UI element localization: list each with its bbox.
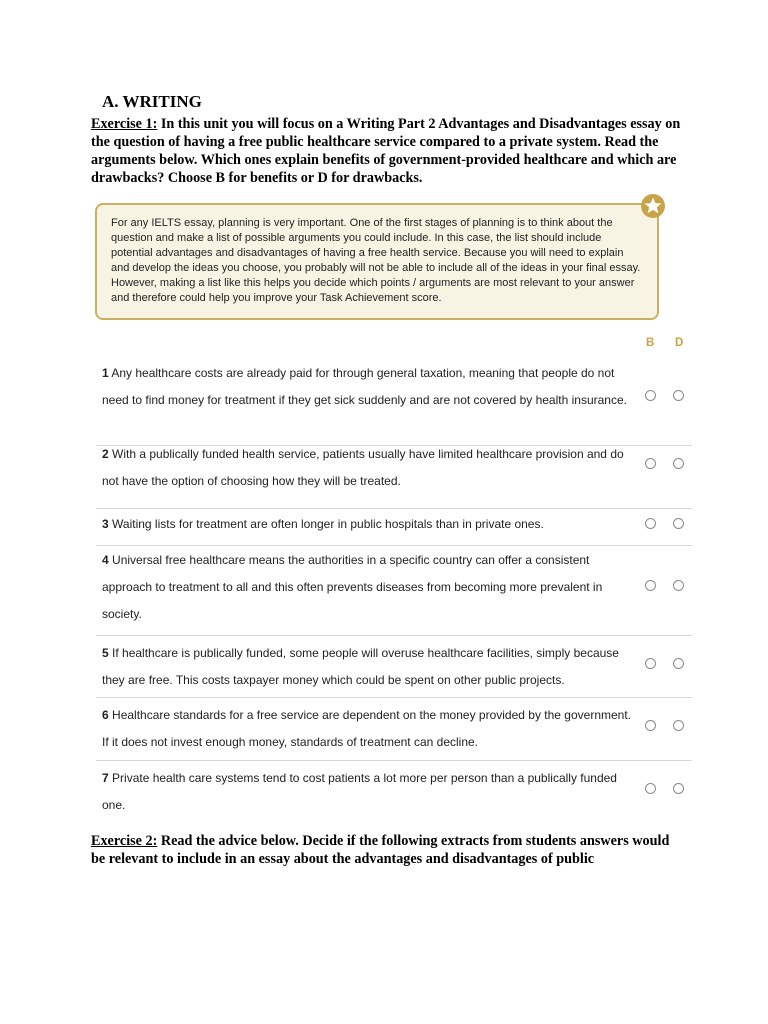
question-text — [102, 547, 632, 628]
question-number: 3 — [102, 517, 109, 531]
benefit-radio[interactable] — [645, 658, 656, 669]
question-row — [96, 356, 692, 446]
question-body: With a publically funded health service, patients usually have limited healthcare provision and do not have the option of choosing how they will be treated. — [102, 447, 624, 488]
drawback-radio[interactable] — [673, 580, 684, 591]
drawback-radio[interactable] — [673, 390, 684, 401]
tip-box — [95, 203, 659, 320]
question-text — [102, 765, 632, 819]
drawback-radio[interactable] — [673, 720, 684, 731]
exercise-1-instructions — [91, 115, 681, 187]
benefit-radio[interactable] — [645, 580, 656, 591]
question-text — [102, 640, 632, 694]
question-number: 2 — [102, 447, 109, 461]
question-number: 5 — [102, 646, 109, 660]
question-row — [96, 509, 692, 546]
question-text — [102, 511, 632, 538]
question-row — [96, 546, 692, 636]
question-number: 1 — [102, 366, 109, 380]
exercise-2-text: Read the advice below. Decide if the following extracts from students answers would be relevant to include in an essay about the advantages and disadvantages of public — [91, 833, 670, 867]
exercise-2-label: Exercise 2: — [91, 833, 158, 849]
question-number: 7 — [102, 771, 109, 785]
star-badge-icon — [640, 193, 666, 219]
question-number: 6 — [102, 708, 109, 722]
question-text — [102, 360, 632, 414]
question-body: Waiting lists for treatment are often longer in public hospitals than in private ones. — [112, 517, 544, 531]
benefit-radio[interactable] — [645, 458, 656, 469]
question-number: 4 — [102, 553, 109, 567]
question-row — [96, 761, 692, 823]
question-row — [96, 698, 692, 761]
section-title: A. WRITING — [102, 92, 202, 111]
benefit-radio[interactable] — [645, 518, 656, 529]
question-text — [102, 441, 632, 495]
question-body: Any healthcare costs are already paid for through general taxation, meaning that people do not need to find money for treatment if they get sick suddenly and are not covered by health insurance. — [102, 366, 627, 407]
benefit-radio[interactable] — [645, 783, 656, 794]
exercise-1-text: In this unit you will focus on a Writing Part 2 Advantages and Disadvantages essay on the question of having a free public healthcare service compared to a private system. Read the arguments below. Which ones explain benefits of government-provided healthcare and which are drawbacks? Choose B for benefits or D for drawbacks. — [91, 116, 681, 186]
question-text — [102, 702, 632, 756]
column-header-b: B — [646, 337, 655, 349]
question-list — [96, 356, 692, 823]
question-body: If healthcare is publically funded, some people will overuse healthcare facilities, simply because they are free. This costs taxpayer money which could be spent on other public projects. — [102, 646, 619, 687]
benefit-radio[interactable] — [645, 390, 656, 401]
drawback-radio[interactable] — [673, 783, 684, 794]
benefit-radio[interactable] — [645, 720, 656, 731]
tip-text: For any IELTS essay, planning is very important. One of the first stages of planning is to think about the question and make a list of possible arguments you could include. In this case, the list should include potential advantages and disadvantages of having a free health service. Because you will need to explain and develop the ideas you choose, you probably will not be able to include all of the ideas in your final essay. However, making a list like this helps you decide which points / arguments are most relevant to your answer and therefore could help you improve your Task Achievement score. — [111, 217, 641, 304]
question-row — [96, 446, 692, 509]
drawback-radio[interactable] — [673, 518, 684, 529]
question-row — [96, 636, 692, 698]
drawback-radio[interactable] — [673, 658, 684, 669]
question-body: Universal free healthcare means the authorities in a specific country can offer a consistent approach to treatment to all and this often prevents diseases from becoming more prevalent in society. — [102, 553, 603, 621]
column-header-d: D — [675, 337, 684, 349]
drawback-radio[interactable] — [673, 458, 684, 469]
question-body: Private health care systems tend to cost patients a lot more per person than a publically funded one. — [102, 771, 617, 812]
exercise-1-label: Exercise 1: — [91, 116, 158, 132]
exercise-2-instructions — [91, 832, 681, 868]
question-body: Healthcare standards for a free service are dependent on the money provided by the government. If it does not invest enough money, standards of treatment can decline. — [102, 708, 632, 749]
